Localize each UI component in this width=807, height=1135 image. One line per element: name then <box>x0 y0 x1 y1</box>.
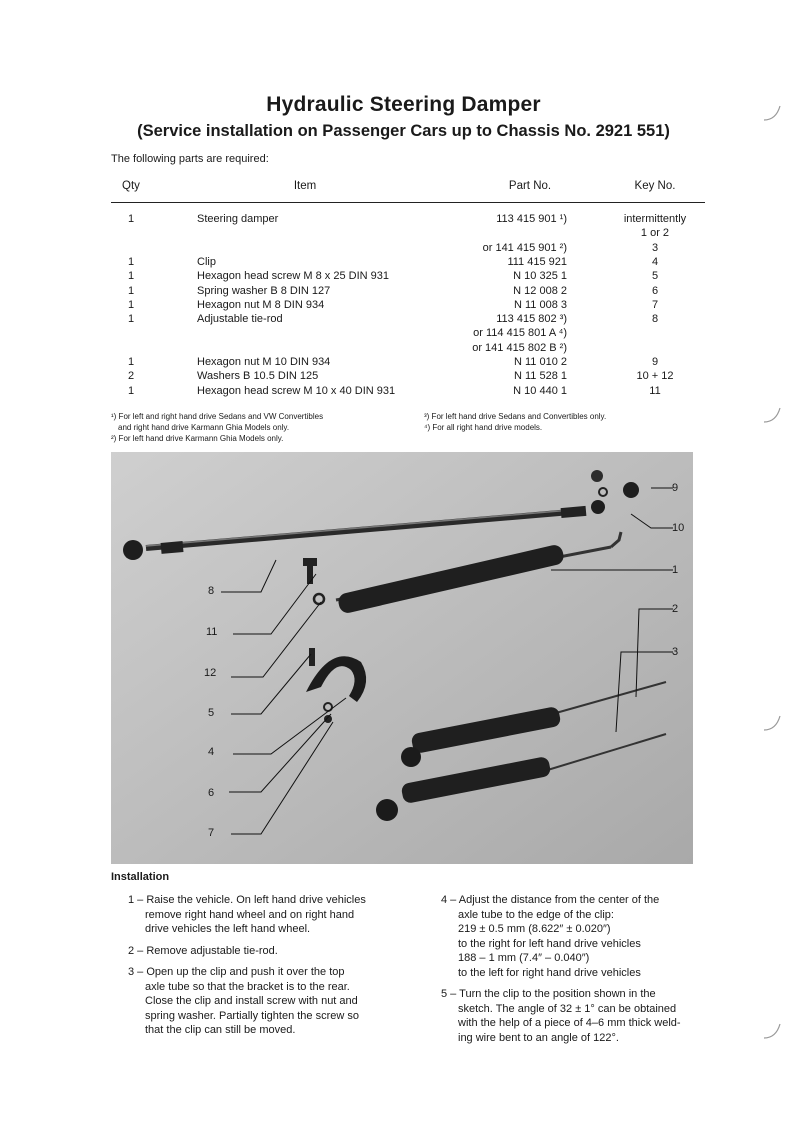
binder-hole-mark <box>762 102 784 124</box>
nut-9 <box>591 470 603 482</box>
row-part-no: or 114 415 801 A ⁴) <box>473 327 567 340</box>
row-qty: 1 <box>127 255 135 268</box>
page-title: Hydraulic Steering Damper <box>266 93 541 116</box>
installation-step-line: 1 – Raise the vehicle. On left hand drive vehicles <box>128 894 366 906</box>
footnote-1: ¹) For left and right hand drive Sedans and VW Convertibles <box>111 412 324 421</box>
col-header-qty: Qty <box>122 180 140 192</box>
row-part-no: N 11 528 1 <box>513 370 567 383</box>
callout-1: 1 <box>672 564 679 576</box>
binder-hole-mark <box>762 712 784 734</box>
callout-9: 9 <box>672 482 679 494</box>
installation-step-line: 5 – Turn the clip to the position shown in the <box>441 988 656 1000</box>
row-item: Hexagon nut M 10 DIN 934 <box>197 356 331 368</box>
header-rule <box>111 202 705 203</box>
row-part-no: N 11 010 2 <box>513 356 567 368</box>
row-key-no: 3 <box>651 241 659 254</box>
row-qty: 1 <box>127 298 135 311</box>
installation-step-line: sketch. The angle of 32 ± 1° can be obtained <box>458 1002 677 1015</box>
callout-5: 5 <box>208 707 215 719</box>
row-key-no: 11 <box>649 384 661 397</box>
row-item: Steering damper <box>197 213 279 225</box>
row-key-no: 5 <box>651 270 659 283</box>
row-item: Hexagon nut M 8 DIN 934 <box>197 298 325 311</box>
row-item: Washers B 10.5 DIN 125 <box>197 370 319 383</box>
row-part-no: 111 415 921 <box>507 255 567 268</box>
callout-4: 4 <box>208 746 215 758</box>
installation-step-line: to the left for right hand drive vehicles <box>458 966 641 979</box>
installation-step-line: axle tube to the edge of the clip: <box>458 908 614 921</box>
row-item: Hexagon head screw M 10 x 40 DIN 931 <box>197 384 396 397</box>
installation-step-line: 2 – Remove adjustable tie-rod. <box>128 944 278 957</box>
callout-7: 7 <box>208 827 215 839</box>
installation-step-line: 219 ± 0.5 mm (8.622″ ± 0.020″) <box>458 923 611 935</box>
installation-step-line: axle tube so that the bracket is to the rear. <box>145 980 350 993</box>
footnote-1-cont: and right hand drive Karmann Ghia Models only. <box>118 423 290 432</box>
row-part-no: or 141 415 802 B ²) <box>472 341 567 354</box>
row-part-no: or 141 415 901 ²) <box>482 241 567 254</box>
row-part-no: N 10 440 1 <box>513 384 567 397</box>
row-item: Hexagon head screw M 8 x 25 DIN 931 <box>197 270 389 283</box>
row-qty: 1 <box>127 356 135 368</box>
row-qty: 2 <box>127 370 135 383</box>
row-part-no: N 11 008 3 <box>513 298 567 311</box>
callout-11: 11 <box>206 626 218 638</box>
intro-text: The following parts are required: <box>111 153 269 165</box>
parts-photo <box>111 452 693 864</box>
callout-12: 12 <box>204 667 217 679</box>
installation-step-line: with the help of a piece of 4–6 mm thick weld- <box>458 1017 681 1029</box>
col-header-key: Key No. <box>634 180 676 192</box>
tie-rod-end-right <box>623 482 639 498</box>
installation-step-line: to the right for left hand drive vehicles <box>458 937 641 950</box>
tie-rod-end-left <box>123 540 143 560</box>
footnote-4: ⁴) For all right hand drive models. <box>424 423 543 432</box>
callout-3: 3 <box>672 646 679 658</box>
page-subtitle: (Service installation on Passenger Cars up to Chassis No. 2921 551) <box>137 122 670 140</box>
installation-step-line: ing wire bent to an angle of 122°. <box>458 1031 619 1044</box>
col-header-part: Part No. <box>508 180 552 192</box>
installation-step-line: Close the clip and install screw with nut and <box>145 995 358 1007</box>
installation-step-line: 3 – Open up the clip and push it over the top <box>128 966 345 978</box>
row-key-no: 1 or 2 <box>640 227 670 240</box>
row-key-no: 6 <box>651 284 659 297</box>
installation-step-line: that the clip can still be moved. <box>145 1024 296 1036</box>
row-key-no: 7 <box>651 298 659 311</box>
installation-step-line: drive vehicles the left hand wheel. <box>145 923 311 935</box>
callout-2: 2 <box>672 603 679 615</box>
row-qty: 1 <box>127 284 135 297</box>
row-item: Clip <box>197 255 216 268</box>
footnote-3: ³) For left hand drive Sedans and Convertibles only. <box>424 412 607 421</box>
binder-hole-mark <box>762 1020 784 1042</box>
col-header-item: Item <box>293 180 317 192</box>
callout-8: 8 <box>208 585 215 597</box>
installation-step-line: 188 – 1 mm (7.4″ – 0.040″) <box>458 952 590 964</box>
parts-illustration <box>111 452 693 864</box>
row-item: Spring washer B 8 DIN 127 <box>197 284 331 297</box>
row-part-no: N 10 325 1 <box>513 270 567 283</box>
row-key-no: 10 + 12 <box>636 370 674 383</box>
callout-10: 10 <box>672 522 685 534</box>
row-key-no: 9 <box>651 356 659 368</box>
installation-step-line: remove right hand wheel and on right hand <box>145 908 355 921</box>
row-qty: 1 <box>127 213 135 225</box>
installation-step-line: 4 – Adjust the distance from the center of the <box>441 894 660 906</box>
row-key-no: 4 <box>651 255 659 268</box>
row-item: Adjustable tie-rod <box>197 313 283 326</box>
callout-6: 6 <box>208 787 215 799</box>
row-qty: 1 <box>127 384 135 397</box>
row-part-no: 113 415 901 ¹) <box>496 213 567 225</box>
row-qty: 1 <box>127 313 135 326</box>
row-qty: 1 <box>127 270 135 283</box>
row-part-no: N 12 008 2 <box>513 284 567 297</box>
installation-step-line: spring washer. Partially tighten the screw so <box>145 1009 359 1022</box>
binder-hole-mark <box>762 404 784 426</box>
row-part-no: 113 415 802 ³) <box>496 313 567 326</box>
footnote-2: ²) For left hand drive Karmann Ghia Models only. <box>111 434 284 443</box>
installation-title: Installation <box>111 871 170 883</box>
row-key-no: 8 <box>651 313 659 326</box>
row-key-no: intermittently <box>623 213 687 225</box>
